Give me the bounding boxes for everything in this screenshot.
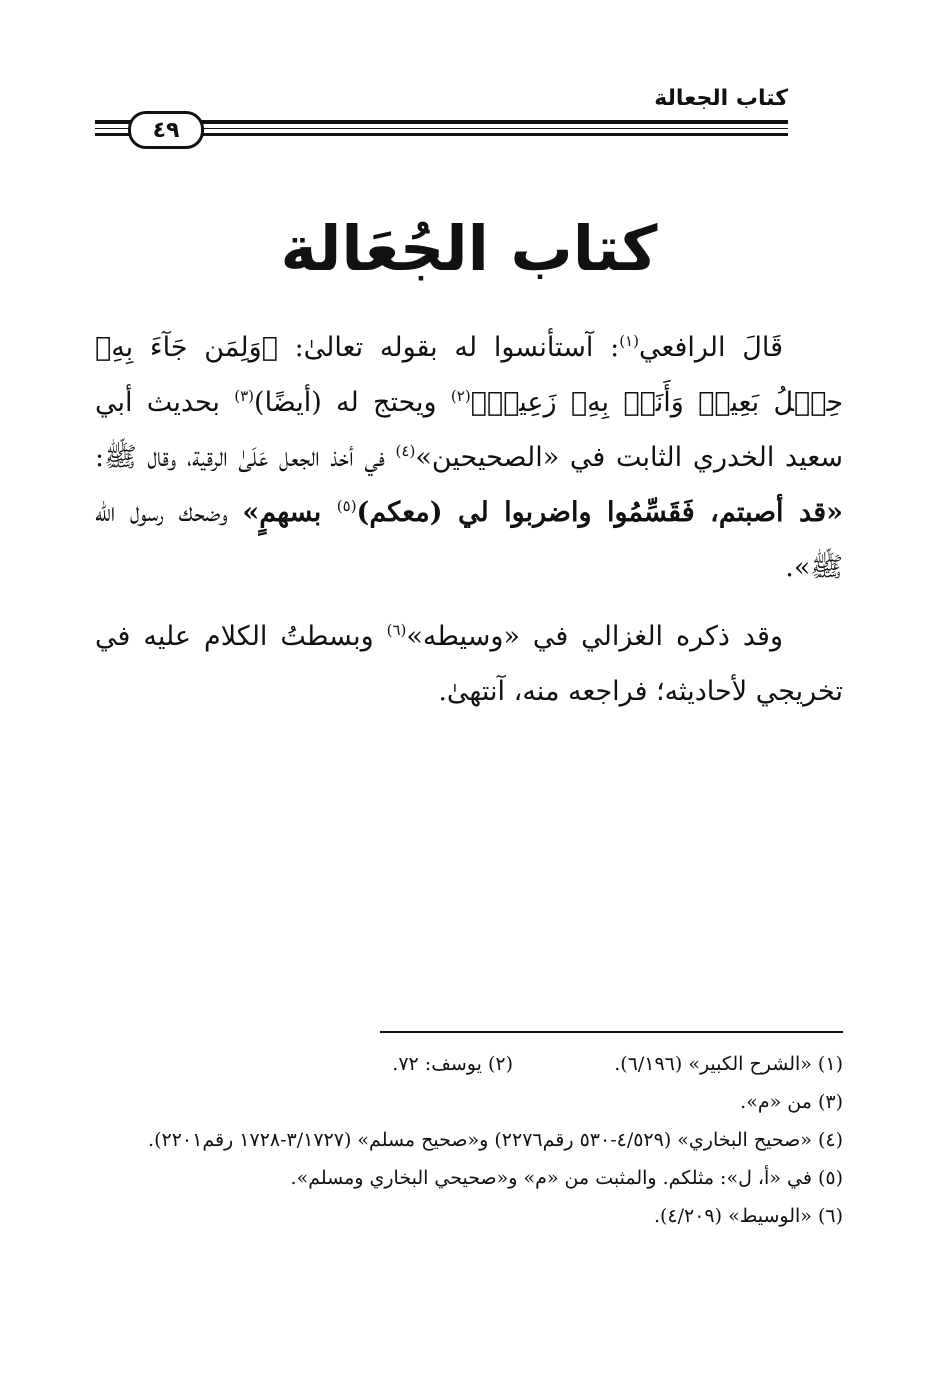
footnote-3: (٣) من «م».	[740, 1091, 843, 1113]
footnote-4: (٤) «صحيح البخاري» (٤/٥٢٩-٥٣٠ رقم٢٢٧٦) و«صحيح مسلم» (٣/١٧٢٧-١٧٢٨ رقم٢٢٠١).	[148, 1129, 843, 1151]
footnote-ref-3: (٣)	[234, 387, 255, 405]
footnote-ref-2: (٢)	[450, 387, 471, 405]
text-run: قَالَ الرافعي	[638, 332, 783, 363]
footnote-2: (٢) يوسف: ٧٢.	[392, 1053, 513, 1075]
text-run: : آستأنسوا له بقوله تعالىٰ: ﴿وَلِمَن جَآءَ بِهِۦ حِمۡلُ بَعِيرٖ وَأَنَا۠ بِهِۦ زَعِيمٞ﴾	[95, 332, 844, 418]
footnotes	[95, 1045, 843, 1235]
paragraph-1	[95, 320, 843, 595]
footnote-ref-4: (٤)	[395, 442, 416, 460]
footnote-ref-5: (٥)	[336, 497, 357, 515]
footnote-6: (٦) «الوسيط» (٤/٢٠٩).	[653, 1205, 843, 1227]
page-number: ٤٩	[152, 117, 180, 143]
chapter-title: كتاب الجُعَالة	[280, 212, 658, 285]
main-text	[95, 320, 843, 733]
text-run: بحديث أبي سعيد الخدري الثابت في «الصحيحين»	[95, 387, 843, 473]
footnote-ref-1: (١)	[619, 332, 639, 350]
text-run: وبسطتُ الكلام عليه في تخريجي لأحاديثه؛ فراجعه منه، آنتهىٰ.	[95, 621, 843, 707]
text-run: ويحتج له (أيضًا)	[254, 387, 451, 418]
hadith-quote-end: بسهمٍ»	[242, 497, 337, 528]
footnote-separator	[380, 1031, 843, 1033]
hadith-quote: «قد أصبتم، فَقَسِّمُوا واضربوا لي (معكم)	[356, 497, 843, 528]
text-run: وضحك رسول الله ﷺ».	[95, 497, 843, 583]
paragraph-2	[95, 609, 843, 719]
footnote-1: (١) «الشرح الكبير» (٦/١٩٦).	[614, 1053, 843, 1075]
text-run: في أخذ الجعل عَلَىٰ الرقية، وقال ﷺ:	[95, 442, 396, 473]
running-header-title: كتاب الجعالة	[654, 86, 788, 111]
footnote-row-1	[95, 1045, 843, 1083]
footnote-5: (٥) في «أ، ل»: مثلكم. والمثبت من «م» و«صحيحي البخاري ومسلم».	[290, 1167, 843, 1189]
footnote-ref-6: (٦)	[386, 621, 407, 639]
page-number-badge	[128, 111, 204, 149]
text-run: وقد ذكره الغزالي في «وسيطه»	[406, 621, 783, 652]
